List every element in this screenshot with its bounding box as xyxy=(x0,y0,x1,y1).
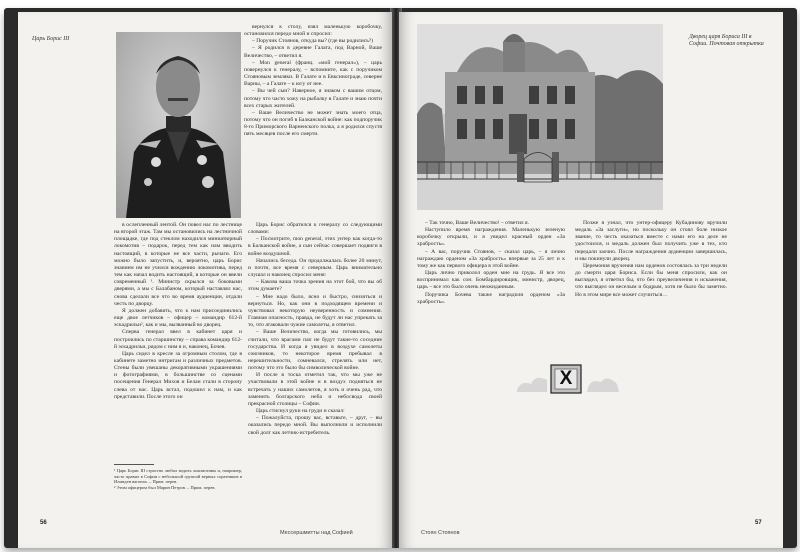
right-column-2 xyxy=(575,220,727,299)
paragraph: – Мне надо было, ясно и быстро, снизиться и вернуться. Но, как они в подходящем времени и чувствовал некоторую неуверенность и сомнения. Главная опасность, правда, не будут ли нас упрекать за то, что атаковали чужие самолеты, я ответил. xyxy=(248,293,382,329)
paragraph: И после в тоска отметил так, что мы уже не участвовали в этой войне и в воздух подняться не встречать у наших самолетов, я хоть и очень рад, что заменить болгарского неба и небосвода своей прекрасной столицы – Софии. xyxy=(248,372,382,407)
paragraph: – Ваше Величество, когда мы готовились, мы считали, что врагами пап не будут такие-то соседние государства. И когда я увидел в воздухе самолеты союзников, то некоторое время пребывал в нерешительности, сомневался, стрелять или нет, потому что это было бы символической войне. xyxy=(248,329,382,372)
paragraph: вернулся к столу, взял маленькую коробочку, остановился передо мной и спросил: xyxy=(244,24,382,38)
right-page xyxy=(399,12,783,548)
page-number: 56 xyxy=(40,520,47,526)
paragraph: Начались беседа. Он продолжалась более 20 минут, и почти, все время с северным. Царь внимательно слушал и наконец спросил меня: xyxy=(248,257,382,279)
footnote: ² Этим офицером был Марин Петров. – Прим. перев. xyxy=(114,484,216,490)
paragraph: Наступило время награждения. Маленькую зеленую коробочку открыли, и я увидел красный орден «За храбрость». xyxy=(417,227,565,248)
section-emblem xyxy=(513,362,621,396)
paragraph: – Так точно, Ваше Величество! – ответил я. xyxy=(425,220,529,226)
paragraph: Я должен добавить, что к нам присоединились еще двое летчиков – офицер – командир 612-й эскадрильи², как и мы, вызванный во дворец. xyxy=(114,307,242,329)
paragraph: в ослепленный лентой. Он повел нас по лестнице на второй этаж. Там мы остановились на лестничной площадке, где под стеклом находился миниатюрный локомотив – подарок, перед тем как нам вводить настоящий, в которые не все части, рычаги. Его можно было запустить, и, вероятно, царь Борис знанием им не учился вождению локомотива, перед тем как начал водить настоящий, в которые он ввели современный ¹. Министр скрылся за боковыми дверями, а мы с Балабаном, который наставлял нас, снова сделали все что во время аудиенции, отдали честь по дворцу. xyxy=(114,222,242,307)
footnote-rule xyxy=(114,464,154,465)
right-column-text xyxy=(248,222,382,437)
running-footer: Стоян Стоянов xyxy=(421,530,460,536)
paragraph: – Вы чей сын? Наверное, я знаком с вашим отцом, потому что часто хожу на рыбалку в Галате и знаю почти всех старых жителей. xyxy=(244,88,382,109)
left-column-text xyxy=(114,222,242,401)
paragraph: – Посмотрите, mon general, этих унтер как когда-то в Балканской войне, а сын сейчас совершает подвиги в войне воздушной. xyxy=(248,236,382,257)
palace-photo xyxy=(417,24,663,210)
footnotes xyxy=(114,468,242,490)
paragraph: – Ваше Величество не может знать моего отца, потому что он погиб в Балканской войне: как подпоручик 8-го Приморского Варненского полка, а я родился спустя пять месяцев после его смерти. xyxy=(244,109,382,138)
paragraph: Царь сидел в кресле за огромным столом, где в кабинете заметно интригам и различных предметов. Стены были увешаны декоративными украшениями и фотографиями, в большинстве со сценами посещения Генерал Михов и Белан стали в сторону слева от нас. Царь встал, подошел к нам, и как представили. После этого он xyxy=(114,350,242,400)
paragraph: Сперва генерал ввел в кабинет царя и построились по старшинству – справа командир 612-й эскадрильи, рядом с ним я и, наконец, Бочев. xyxy=(114,329,242,350)
paragraph: Царь лично приколол орден мне на грудь. Я все это воспринимал как сон. Бомбардировщик, министр, дворец, царь – все это было очень неожиданным. xyxy=(417,270,565,291)
paragraph: Поручика Бочева также наградили орденом «За храбрость». xyxy=(417,291,565,305)
running-footer: Мессершмитты над Софией xyxy=(280,530,353,536)
paragraph: – Я родился в деревне Галата, под Варной, Ваше Величество, – ответил я. xyxy=(244,45,382,59)
page-number: 57 xyxy=(755,520,762,526)
paragraph: – А вас, поручик Стоянов, – сказал царь, – я лично награждаю орденом «За храбрость» впервые за 25 лет и к тому же как первого офицера в этой войне. xyxy=(417,248,565,269)
book xyxy=(4,8,797,548)
emblem-letter: X xyxy=(559,368,573,389)
paragraph: Позже я узнал, что унтер-офицеру Кубадинову вручили медаль «За заслуги», но поскольку он стоял боле низкое звание, то честь оказаться вместе с нами его на деле не удостоился, и медаль должен был получить уже в тех, кто передали заочно. После награждения аудиенции завершилась, и мы покинули дворец. xyxy=(575,220,727,262)
paragraph: – Mon general (франц. «мой генерал»), – царь повернулся к генералу, – вспомните, как с поручиком Стояновым земляки. В Галате и в Евксиноградe, северне Варны, – а Галате – к югу от нее. xyxy=(244,59,382,88)
paragraph: – Пожалуйста, прошу вас, вставьте, – друг, – вы оказались передо мной. Вы выполнили и исполнили свой долг как летчик-истребитель. xyxy=(248,415,382,436)
paragraph: Церемония вручения нам орденов состоялась за три недели до смерти царя Бориса. Если бы меня спросили, как он выглядел, я ответил бы, что без преувеличения и искажения, что выглядел он веселым и бодрым, хотя не было бы заметно. Но в этом мире все может случиться… xyxy=(575,262,727,298)
portrait-photo xyxy=(116,32,241,218)
left-top-right-column xyxy=(244,24,382,139)
footnote: ¹ Царь Борис III страстно любил водить локомотивы и, например, часто правил в Софии с небольшой группой верных соратников в Илинден вагонах. – Прим. перев. xyxy=(114,468,242,485)
portrait-caption: Царь Борис III xyxy=(32,36,70,42)
right-column-1 xyxy=(417,220,565,306)
left-page xyxy=(18,12,392,548)
paragraph: – Поручик Стоянов, откуда вы? (где вы родились?) xyxy=(252,38,374,45)
paragraph: – Какова ваша точка зрения на этот бой, что вы об этом думаете? xyxy=(248,279,382,293)
paragraph: Царь Борис обратился к генералу со следующими словами: xyxy=(248,222,382,236)
palace-caption: Дворец царя Бориса III в Софии. Почтовая открытка xyxy=(689,34,764,47)
paragraph: Царь стиснул руки на груди и сказал: xyxy=(256,408,345,415)
